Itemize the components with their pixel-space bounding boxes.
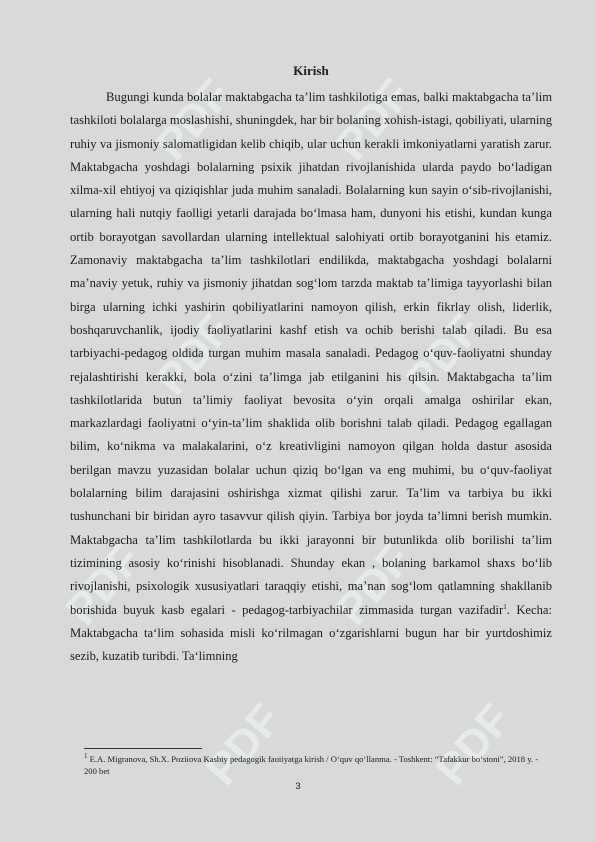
watermark: PDF (326, 535, 421, 635)
watermark: PDF (396, 305, 491, 405)
page-title: Kirish (293, 63, 329, 78)
watermark: PDF (196, 695, 291, 795)
page-number: 3 (295, 781, 301, 792)
watermark: PDF (146, 305, 241, 405)
watermark: PDF (146, 70, 241, 170)
paragraph-text-continued: . Kecha: Maktabgacha ta‘lim sohasida misli ko‘rilmagan o‘zgarishlarni bugun har bir yurtdoshimiz sezib, kuzatib turibdi. Ta‘limning (70, 602, 552, 664)
footnote-divider (84, 748, 202, 749)
document-body (70, 62, 552, 668)
footnote-reference[interactable]: 1 (503, 602, 507, 611)
footnote-marker: 1 (84, 752, 88, 761)
watermark: PDF (56, 535, 151, 635)
footnote (84, 754, 544, 777)
paragraph-text: Bugungi kunda bolalar maktabgacha ta’lim tashkilotiga emas, balki maktabgacha ta’lim tashkiloti bolalarga moslashishi, shuningdek, har bir bolaning xohish-istagi, qobiliyati, ularning ruhiy va jismoniy salomatligidan kelib chiqib, ular uchun kerakli imkoniyatlarni yaratish zarur. Maktabgacha yoshdagi bolalarning psixik jihatdan rivojlanishida ularda paydo bo‘ladigan xilma-xil ehtiyoj va qiziqishlar juda muhim sanaladi. Bolalarning kun sayin o‘sib-rivojlanishi, ularning hali nutqiy faolligi yetarli darajada bo‘lmasa ham, dunyoni his etishi, kundan kunga ortib borayotgan savollardan ularning intellektual salohiyati ortib borayotganini his etamiz. Zamonaviy maktabgacha ta’lim tashkilotlari endilikda, maktabgacha yoshdagi bolalarni ma’naviy yetuk, ruhiy va jismoniy jihatdan sog‘lom tarzda maktab ta’limiga tayyorlashi bilan birga ularning ichki yashirin qobiliyatlarini namoyon qilish, erkin fikrlay olish, liderlik, boshqaruvchanlik, ijodiy faoliyatlarini kashf etish va ochib berishi talab qiladi. Bu esa tarbiyachi-pedagog oldida turgan muhim masala sanaladi. Pedagog o‘quv-faoliyatni shunday rejalashtirishi kerakki, bola o‘zini ta’limga jab etilganini his qilsin. Maktabgacha ta’lim tashkilotlarida butun ta’limiy faoliyat bevosita o‘yin orqali amalga oshirilar ekan, markazlardagi faoliyatni o‘yin-ta’lim shaklida olib borishni talab qiladi. Pedagog egallagan bilim, ko‘nikma va malakalarini, o‘z kreativligini namoyon qilgan holda dastur asosida berilgan mavzu yuzasidan bolalar uchun qiziq bo‘lgan va eng muhimi, bu o‘quv-faoliyat bolalarning bilim darajasini oshirishga xizmat qilishi zarur. Ta’lim va tarbiya bu ikki tushunchani bir biridan ayro tasavvur qilish qiyin. Tarbiya bor joyda ta’limni berish mumkin. Maktabgacha ta’lim tashkilotlarda bu ikki jarayonni bir butunlikda olib borilishi ta’lim tizimining asosiy ko‘rinishi hisoblanadi. Shunday ekan , bolaning barkamol shaxs bo‘lib rivojlanishi, psixologik xususiyatlari taraqqiy etishi, ma’nan sog‘lom qatlamning shakllanib borishida buyuk kasb egalari - pedagog-tarbiyachilar zimmasida turgan vazifadir (70, 90, 552, 617)
watermark: PDF (326, 70, 421, 170)
body-paragraph (70, 86, 552, 668)
footnote-text: E.A. Migranova, Sh.X. Poziiova Kasbiy pedagogik faoiiyatga kirish / O‘quv qo‘llanma. - Toshkent: “Tafakkur bo‘stoni”, 2018 y. - 200 bet (84, 754, 539, 776)
watermark: PDF (426, 695, 521, 795)
